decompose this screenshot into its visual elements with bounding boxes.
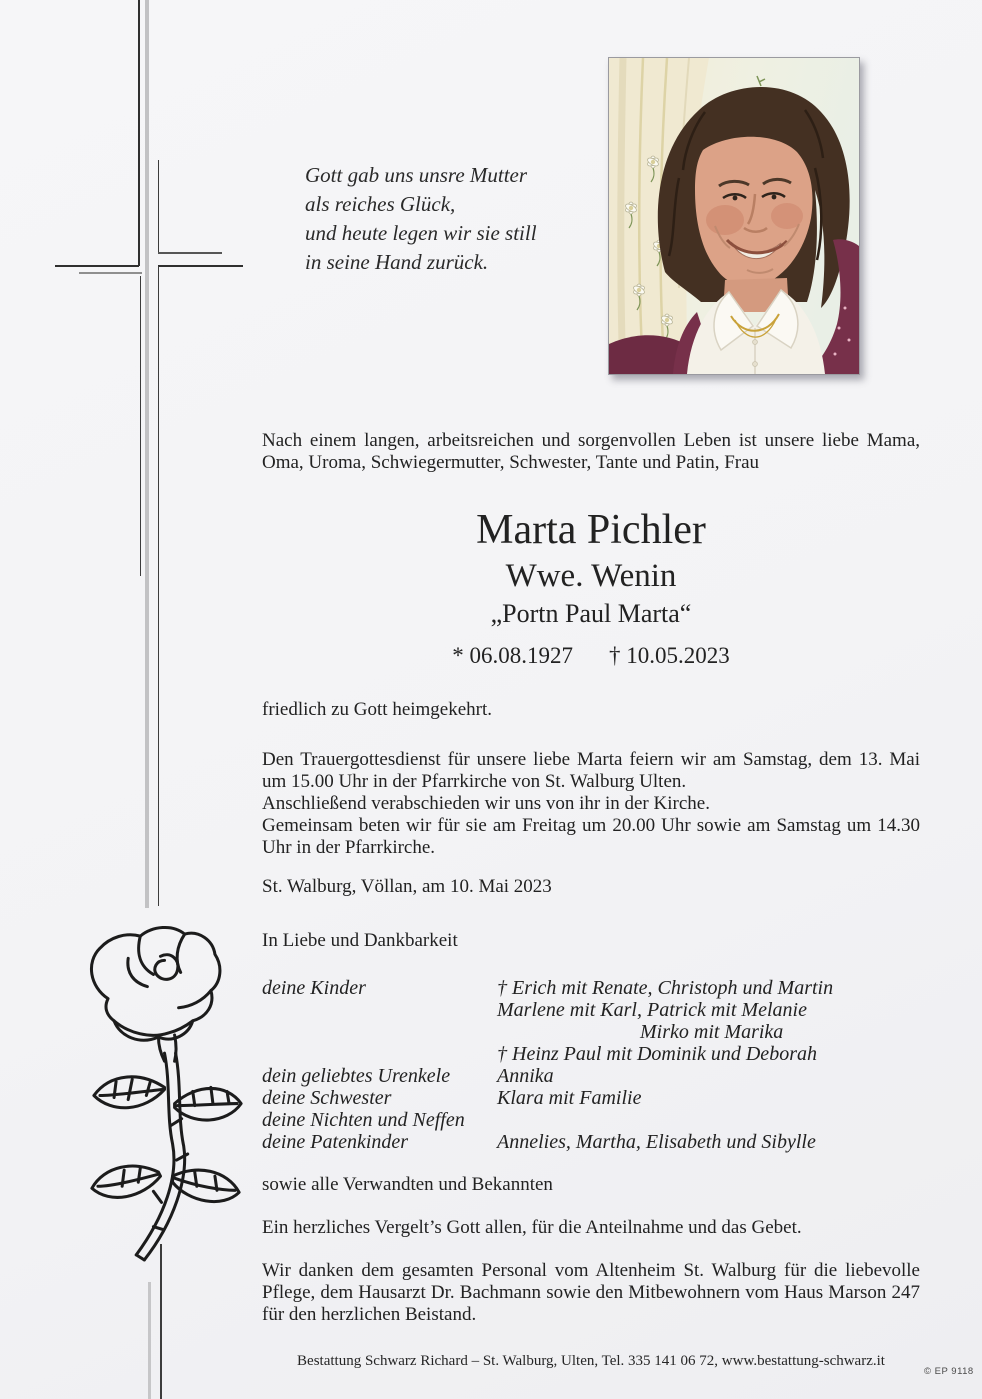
- deceased-name: Marta Pichler: [476, 507, 706, 553]
- mourner-label: dein geliebtes Urenkele: [262, 1065, 451, 1087]
- service-sentence: Anschließend verabschieden wir uns von ihr in der Kirche.: [262, 793, 710, 814]
- cross-arm-left-gray: [79, 272, 142, 274]
- mourner-values: [497, 977, 920, 1065]
- cross-vertical-left-lower: [140, 276, 141, 576]
- mourner-row: [262, 1087, 920, 1109]
- mourner-value: Annika: [497, 1065, 554, 1087]
- place-dateline: St. Walburg, Völlan, am 10. Mai 2023: [262, 876, 552, 897]
- relatives-line: sowie alle Verwandten und Bekannten: [262, 1174, 553, 1195]
- mourner-value: † Erich mit Renate, Christoph und Martin: [497, 977, 834, 999]
- mourner-value: Annelies, Martha, Elisabeth und Sibylle: [497, 1131, 816, 1153]
- poem-line: als reiches Glück,: [305, 192, 456, 216]
- service-paragraph: [262, 749, 920, 859]
- intro-paragraph: Nach einem langen, arbeitsreichen und sorgenvollen Leben ist unsere liebe Mama, Oma, Uroma, Schwiegermutter, Schwester, Tante und Patin, Frau: [262, 430, 920, 473]
- mourner-value: Marlene mit Karl, Patrick mit Melanie: [497, 999, 807, 1021]
- mourner-value: † Heinz Paul mit Dominik und Deborah: [497, 1043, 817, 1065]
- cross-arm-left: [55, 265, 139, 267]
- cross-arm-right: [158, 265, 243, 267]
- mourner-row: [262, 1109, 920, 1131]
- birth-date: * 06.08.1927: [452, 643, 573, 668]
- poem: [305, 161, 605, 277]
- mourner-value: Mirko mit Marika: [640, 1021, 784, 1043]
- bottom-line-gray: [148, 1282, 151, 1399]
- poem-line: in seine Hand zurück.: [305, 250, 489, 274]
- deceased-nickname: „Portn Paul Marta“: [490, 599, 692, 628]
- portrait-illustration: [609, 58, 859, 374]
- mourner-row: [262, 1065, 920, 1087]
- gratitude-heading: In Liebe und Dankbarkeit: [262, 930, 458, 951]
- rose-icon: [72, 922, 256, 1270]
- cross-arm-right-upper: [158, 252, 222, 254]
- print-code: © EP 9118: [924, 1366, 974, 1377]
- cross-vertical-left-upper: [138, 0, 140, 266]
- mourner-row: [262, 1131, 920, 1153]
- life-dates: [262, 645, 920, 667]
- homecoming-line: friedlich zu Gott heimgekehrt.: [262, 699, 493, 720]
- service-sentence: Den Trauergottesdienst für unsere liebe Marta feiern wir am Samstag, dem 13. Mai um 15.00 Uhr in der Pfarrkirche von St. Walburg Ulten.: [262, 749, 920, 792]
- mourner-row: [262, 977, 920, 1065]
- poem-line: Gott gab uns unsre Mutter: [305, 163, 528, 187]
- mourner-label: deine Kinder: [262, 977, 366, 999]
- portrait-photo: [608, 57, 860, 375]
- mourner-value: Klara mit Familie: [497, 1087, 642, 1109]
- service-sentence: Gemeinsam beten wir für sie am Freitag um 20.00 Uhr sowie am Samstag um 14.30 Uhr in der Pfarrkirche.: [262, 815, 920, 858]
- mourner-label: deine Schwester: [262, 1087, 392, 1109]
- deceased-widow-name: Wwe. Wenin: [505, 558, 677, 594]
- mourner-label: deine Patenkinder: [262, 1131, 409, 1153]
- cross-vertical-right-upper: [158, 160, 159, 252]
- thanks-line: Ein herzliches Vergelt’s Gott allen, für die Anteilnahme und das Gebet.: [262, 1217, 802, 1238]
- poem-line: und heute legen wir sie still: [305, 221, 537, 245]
- funeral-home-footer: Bestattung Schwarz Richard – St. Walburg, Ulten, Tel. 335 141 06 72, www.bestattung-schwarz.it: [297, 1353, 885, 1369]
- cross-vertical-gray: [145, 0, 149, 908]
- mourner-value: [497, 1109, 920, 1131]
- mourners-list: [262, 977, 920, 1153]
- mourner-label: deine Nichten und Neffen: [262, 1109, 465, 1131]
- death-date: † 10.05.2023: [609, 643, 730, 668]
- care-thanks-paragraph: Wir danken dem gesamten Personal vom Altenheim St. Walburg für die liebevolle Pflege, dem Hausarzt Dr. Bachmann sowie den Mitbewohnern vom Haus Marson 247 für den herzlichen Beistand.: [262, 1260, 920, 1325]
- cross-vertical-right-lower: [158, 266, 159, 906]
